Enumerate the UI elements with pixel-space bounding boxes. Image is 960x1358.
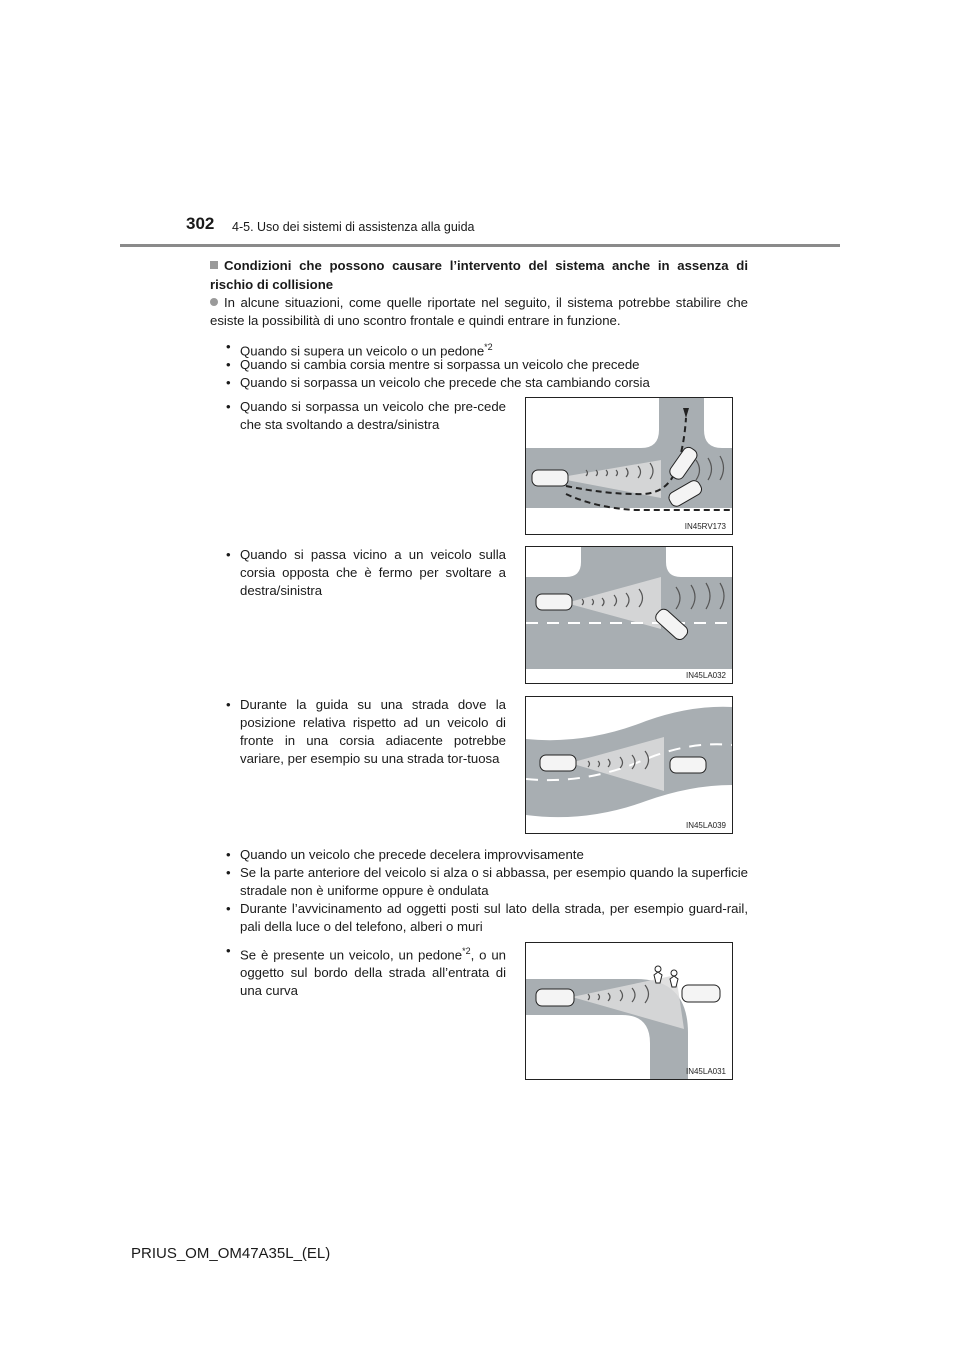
figure-code: IN45LA039: [685, 821, 726, 830]
section-title: 4-5. Uso dei sistemi di assistenza alla guida: [232, 220, 475, 234]
figure-code: IN45RV173: [684, 522, 726, 531]
list-item: • Quando si cambia corsia mentre si sorpassa un veicolo che precede: [226, 357, 640, 372]
subsection-heading: Condizioni che possono causare l’intervento del sistema anche in assenza di rischio di collisione: [210, 258, 748, 292]
circle-marker-icon: [210, 298, 218, 306]
figure-code: IN45LA031: [685, 1067, 726, 1076]
figure-overtake-turning: [525, 397, 733, 535]
list-item: • Durante l’avvicinamento ad oggetti posti sul lato della strada, per esempio guard-rail, pali della luce o del telefono, alberi o muri: [226, 901, 748, 934]
page-number: 302: [186, 214, 215, 233]
list-item: • Quando si passa vicino a un veicolo sulla corsia opposta che è fermo per svoltare a destra/sinistra: [226, 547, 506, 598]
figure-code: IN45LA032: [685, 671, 726, 680]
list-item: • Quando si sorpassa un veicolo che precede che sta cambiando corsia: [226, 375, 650, 390]
footnote-mark: *2: [484, 342, 493, 352]
header-rule: [120, 244, 840, 247]
intro-paragraph: In alcune situazioni, come quelle riportate nel seguito, il sistema potrebbe stabilire che esiste la possibilità di uno scontro frontale e quindi entrare in funzione.: [210, 295, 748, 328]
figure-opposite-lane: [525, 546, 733, 684]
road-illustration: [526, 547, 732, 683]
list-item: • Se è presente un veicolo, un pedone$^{*2}$, o un oggetto sul bordo della strada all’entrata di una curva: [226, 943, 507, 999]
figure-curve-entry: [525, 942, 733, 1080]
road-illustration: [526, 398, 732, 534]
road-illustration: [526, 697, 732, 833]
footnote-mark: *2: [462, 946, 471, 956]
figure-winding-road: [525, 696, 733, 834]
list-item: • Durante la guida su una strada dove la posizione relativa rispetto ad un veicolo di fronte in una corsia adiacente potrebbe variare, per esempio su una strada tor-tuosa: [226, 697, 506, 766]
square-marker-icon: [210, 261, 218, 269]
list-item: • Quando si sorpassa un veicolo che pre-cede che sta svoltando a destra/sinistra: [226, 399, 506, 432]
list-item: • Se la parte anteriore del veicolo si alza o si abbassa, per esempio quando la superficie stradale non è uniforme oppure è ondulata: [226, 865, 748, 898]
list-item: • Quando si supera un veicolo o un pedone$^{*2}$: [226, 339, 493, 359]
road-illustration: [526, 943, 732, 1079]
list-item: • Quando un veicolo che precede decelera improvvisamente: [226, 847, 584, 862]
footer-document-id: PRIUS_OM_OM47A35L_(EL): [131, 1245, 331, 1262]
